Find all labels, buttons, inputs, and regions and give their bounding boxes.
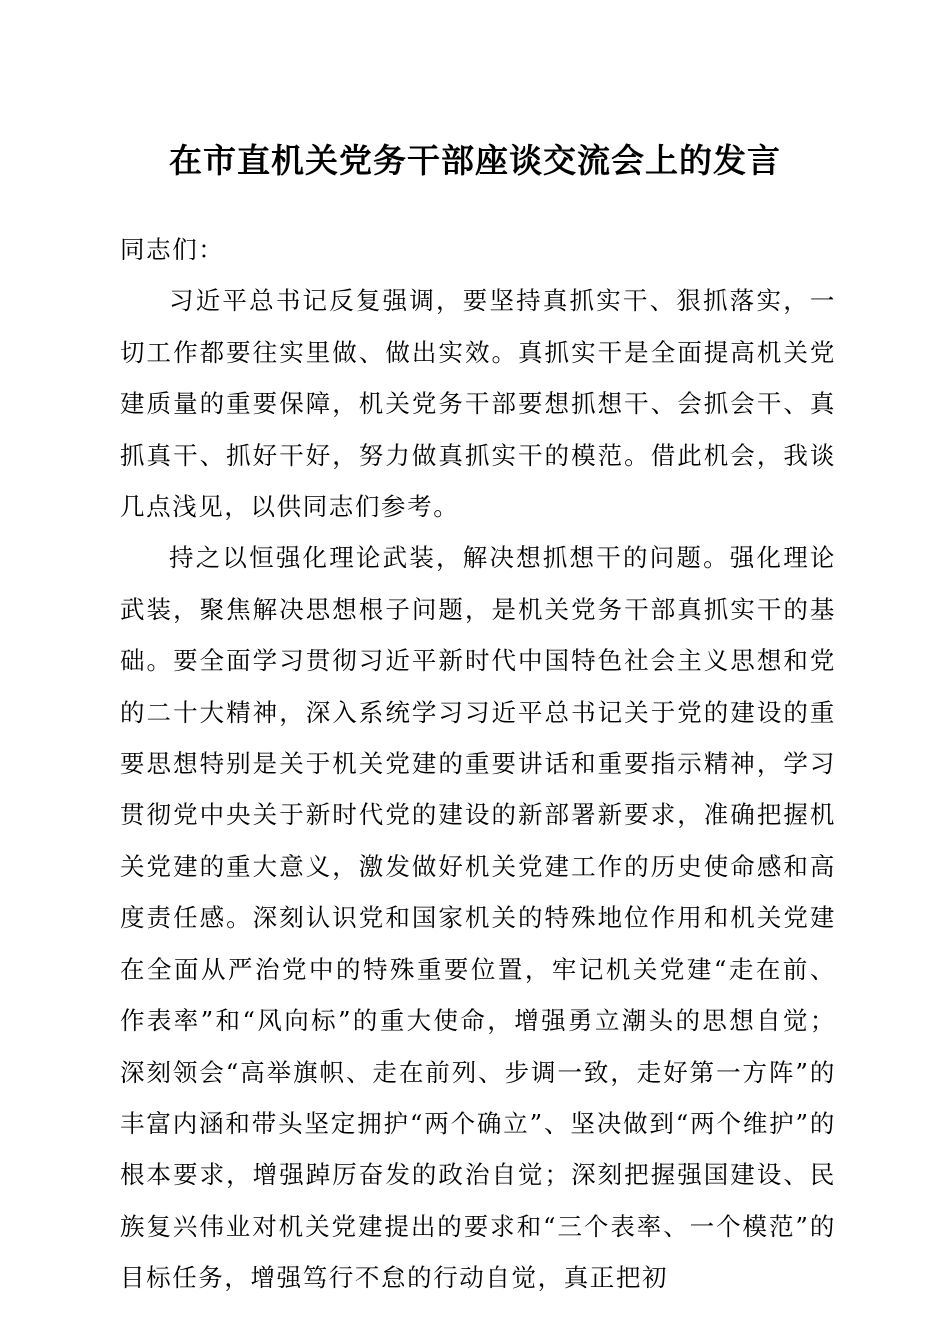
document-body [120,224,836,1304]
page-title: 在市直机关党务干部座谈交流会上的发言 [169,141,781,180]
paragraph-theory: 持之以恒强化理论武装，解决想抓想干的问题。强化理论武装，聚焦解决思想根子问题，是机关党务干部真抓实干的基础。要全面学习贯彻习近平新时代中国特色社会主义思想和党的二十大精神，深入系统学习习近平总书记关于党的建设的重要思想特别是关于机关党建的重要讲话和重要指示精神，学习贯彻党中央关于新时代党的建设的新部署新要求，准确把握机关党建的重大意义，激发做好机关党建工作的历史使命感和高度责任感。深刻认识党和国家机关的特殊地位作用和机关党建在全面从严治党中的特殊重要位置，牢记机关党建“走在前、作表率”和“风向标”的重大使命，增强勇立潮头的思想自觉；深刻领会“高举旗帜、走在前列、步调一致，走好第一方阵”的丰富内涵和带头坚定拥护“两个确立”、坚决做到“两个维护”的根本要求，增强踔厉奋发的政治自觉；深刻把握强国建设、民族复兴伟业对机关党建提出的要求和“三个表率、一个模范”的目标任务，增强笃行不怠的行动自觉，真正把初 [120,543,836,1293]
paragraph-intro: 习近平总书记反复强调，要坚持真抓实干、狠抓落实，一切工作都要往实里做、做出实效。真抓实干是全面提高机关党建质量的重要保障，机关党务干部要想抓想干、会抓会干、真抓真干、抓好干好，努力做真抓实干的模范。借此机会，我谈几点浅见，以供同志们参考。 [120,286,836,522]
salutation: 同志们： [120,235,225,264]
